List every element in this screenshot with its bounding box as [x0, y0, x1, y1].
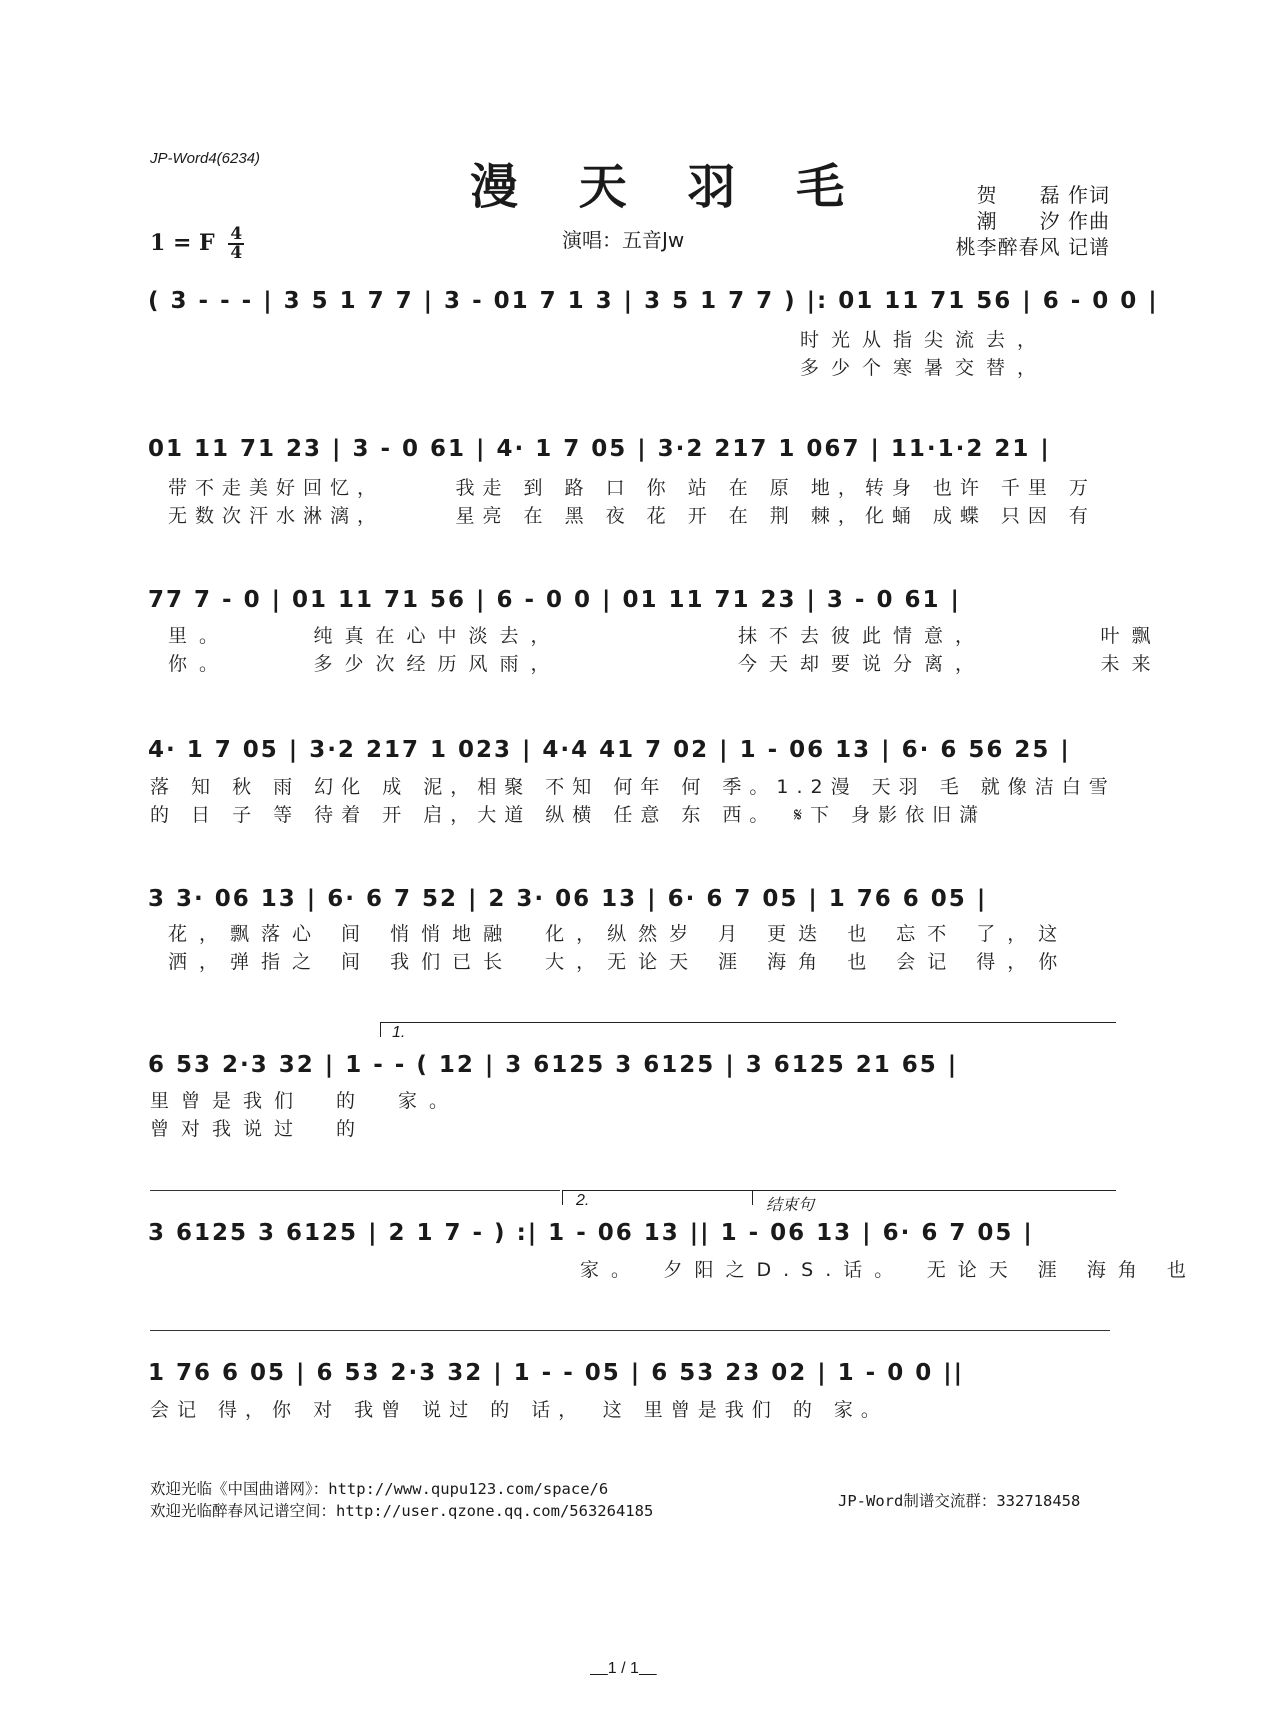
footer-group: JP-Word制谱交流群：332718458: [838, 1492, 1081, 1510]
footer-link-qzone[interactable]: 欢迎光临醉春风记谱空间：http://user.qzone.qq.com/563264185: [150, 1502, 654, 1520]
coda-continuation: [150, 1330, 1110, 1331]
lyric-system-7-verse-1: 家。 夕阳之D.S.话。 无论天 涯 海角 也: [580, 1259, 1198, 1281]
first-ending-continuation: [150, 1190, 560, 1191]
notation-system-2: 01 11 71 23 | 3 - 0 61 | 4· 1 7 05 | 3·2 217 1 067 | 11·1·2 21 |: [148, 436, 1051, 462]
first-ending-bracket: [380, 1022, 1116, 1037]
lyric-system-2-verse-1: 带不走美好回忆， 我走 到 路 口 你 站 在 原 地，转身 也许 千里 万: [168, 477, 1096, 499]
lyric-system-4-verse-2: 的 日 子 等 待着 开 启，大道 纵横 任意 东 西。 𝄋下 身影依旧潇: [150, 804, 987, 826]
lyric-system-6-verse-1: 里曾是我们 的 家。: [150, 1090, 461, 1112]
transcriber-credit: 桃李醉春风 记谱: [955, 235, 1110, 259]
time-signature: $\frac{4}{4}$: [230, 224, 243, 263]
notation-system-7: 3 6125 3 6125 | 2 1 7 - ) :| 1 - 06 13 || 1 - 06 13 | 6· 6 7 05 |: [148, 1220, 1034, 1246]
notation-system-3: 77 7 - 0 | 01 11 71 56 | 6 - 0 0 | 01 11 71 23 | 3 - 0 61 |: [148, 587, 961, 613]
coda-label: 结束句: [766, 1197, 815, 1214]
notation-system-1: ( 3 - - - | 3 5 1 7 7 | 3 - 01 7 1 3 | 3 5 1 7 7 ) |: 01 11 71 56 | 6 - 0 0 |: [148, 288, 1159, 314]
lyric-system-3-verse-2: 你。 多少次经历风雨， 今天却要说分离， 未来: [168, 653, 1163, 675]
singer-credit: 演唱：五音Jw: [562, 228, 685, 252]
lyric-system-5-verse-1: 花，飘落心 间 悄悄地融 化，纵然岁 月 更迭 也 忘不 了，这: [168, 923, 1070, 945]
lyric-system-6-verse-2: 曾对我说过 的: [150, 1118, 368, 1140]
credits-block: [935, 182, 1110, 260]
notation-system-6: 6 53 2·3 32 | 1 - - ( 12 | 3 6125 3 6125 | 3 6125 21 65 |: [148, 1052, 959, 1078]
notation-system-8: 1 76 6 05 | 6 53 2·3 32 | 1 - - 05 | 6 53 23 02 | 1 - 0 0 ||: [148, 1360, 965, 1386]
second-ending-label: 2.: [576, 1192, 590, 1209]
page-number: 1 / 1: [607, 1660, 639, 1677]
lyric-system-4-verse-1: 落 知 秋 雨 幻化 成 泥，相聚 不知 何年 何 季。1.2漫 天羽 毛 就像洁白雪: [150, 776, 1116, 798]
composer-credit: 潮 汐 作曲: [976, 209, 1110, 233]
lyric-system-3-verse-1: 里。 纯真在心中淡去， 抹不去彼此情意， 叶飘: [168, 625, 1163, 647]
software-tag: JP-Word4(6234): [150, 150, 261, 167]
footer-link-qupu[interactable]: 欢迎光临《中国曲谱网》：http://www.qupu123.com/space/6: [150, 1480, 609, 1498]
lyric-system-2-verse-2: 无数次汗水淋漓， 星亮 在 黑 夜 花 开 在 荆 棘，化蛹 成蝶 只因 有: [168, 505, 1096, 527]
key-label: 1 = F: [150, 230, 215, 256]
lyric-system-5-verse-2: 洒，弹指之 间 我们已长 大，无论天 涯 海角 也 会记 得，你: [168, 951, 1070, 973]
lyric-system-1-verse-2: 多少个寒暑交替，: [800, 357, 1049, 379]
lyric-system-8-verse-1: 会记 得，你 对 我曾 说过 的 话， 这 里曾是我们 的 家。: [150, 1399, 888, 1421]
key-signature: [150, 226, 244, 262]
first-ending-label: 1.: [392, 1024, 406, 1041]
lyricist-credit: 贺 磊 作词: [976, 183, 1110, 207]
notation-system-5: 3 3· 06 13 | 6· 6 7 52 | 2 3· 06 13 | 6· 6 7 05 | 1 76 6 05 |: [148, 886, 988, 912]
song-title: 漫 天 羽 毛: [470, 159, 867, 215]
lyric-system-1-verse-1: 时光从指尖流去，: [800, 329, 1049, 351]
footer-links: [150, 1478, 653, 1522]
notation-system-4: 4· 1 7 05 | 3·2 217 1 023 | 4·4 41 7 02 | 1 - 06 13 | 6· 6 56 25 |: [148, 737, 1071, 763]
second-ending-bracket: [562, 1190, 753, 1205]
